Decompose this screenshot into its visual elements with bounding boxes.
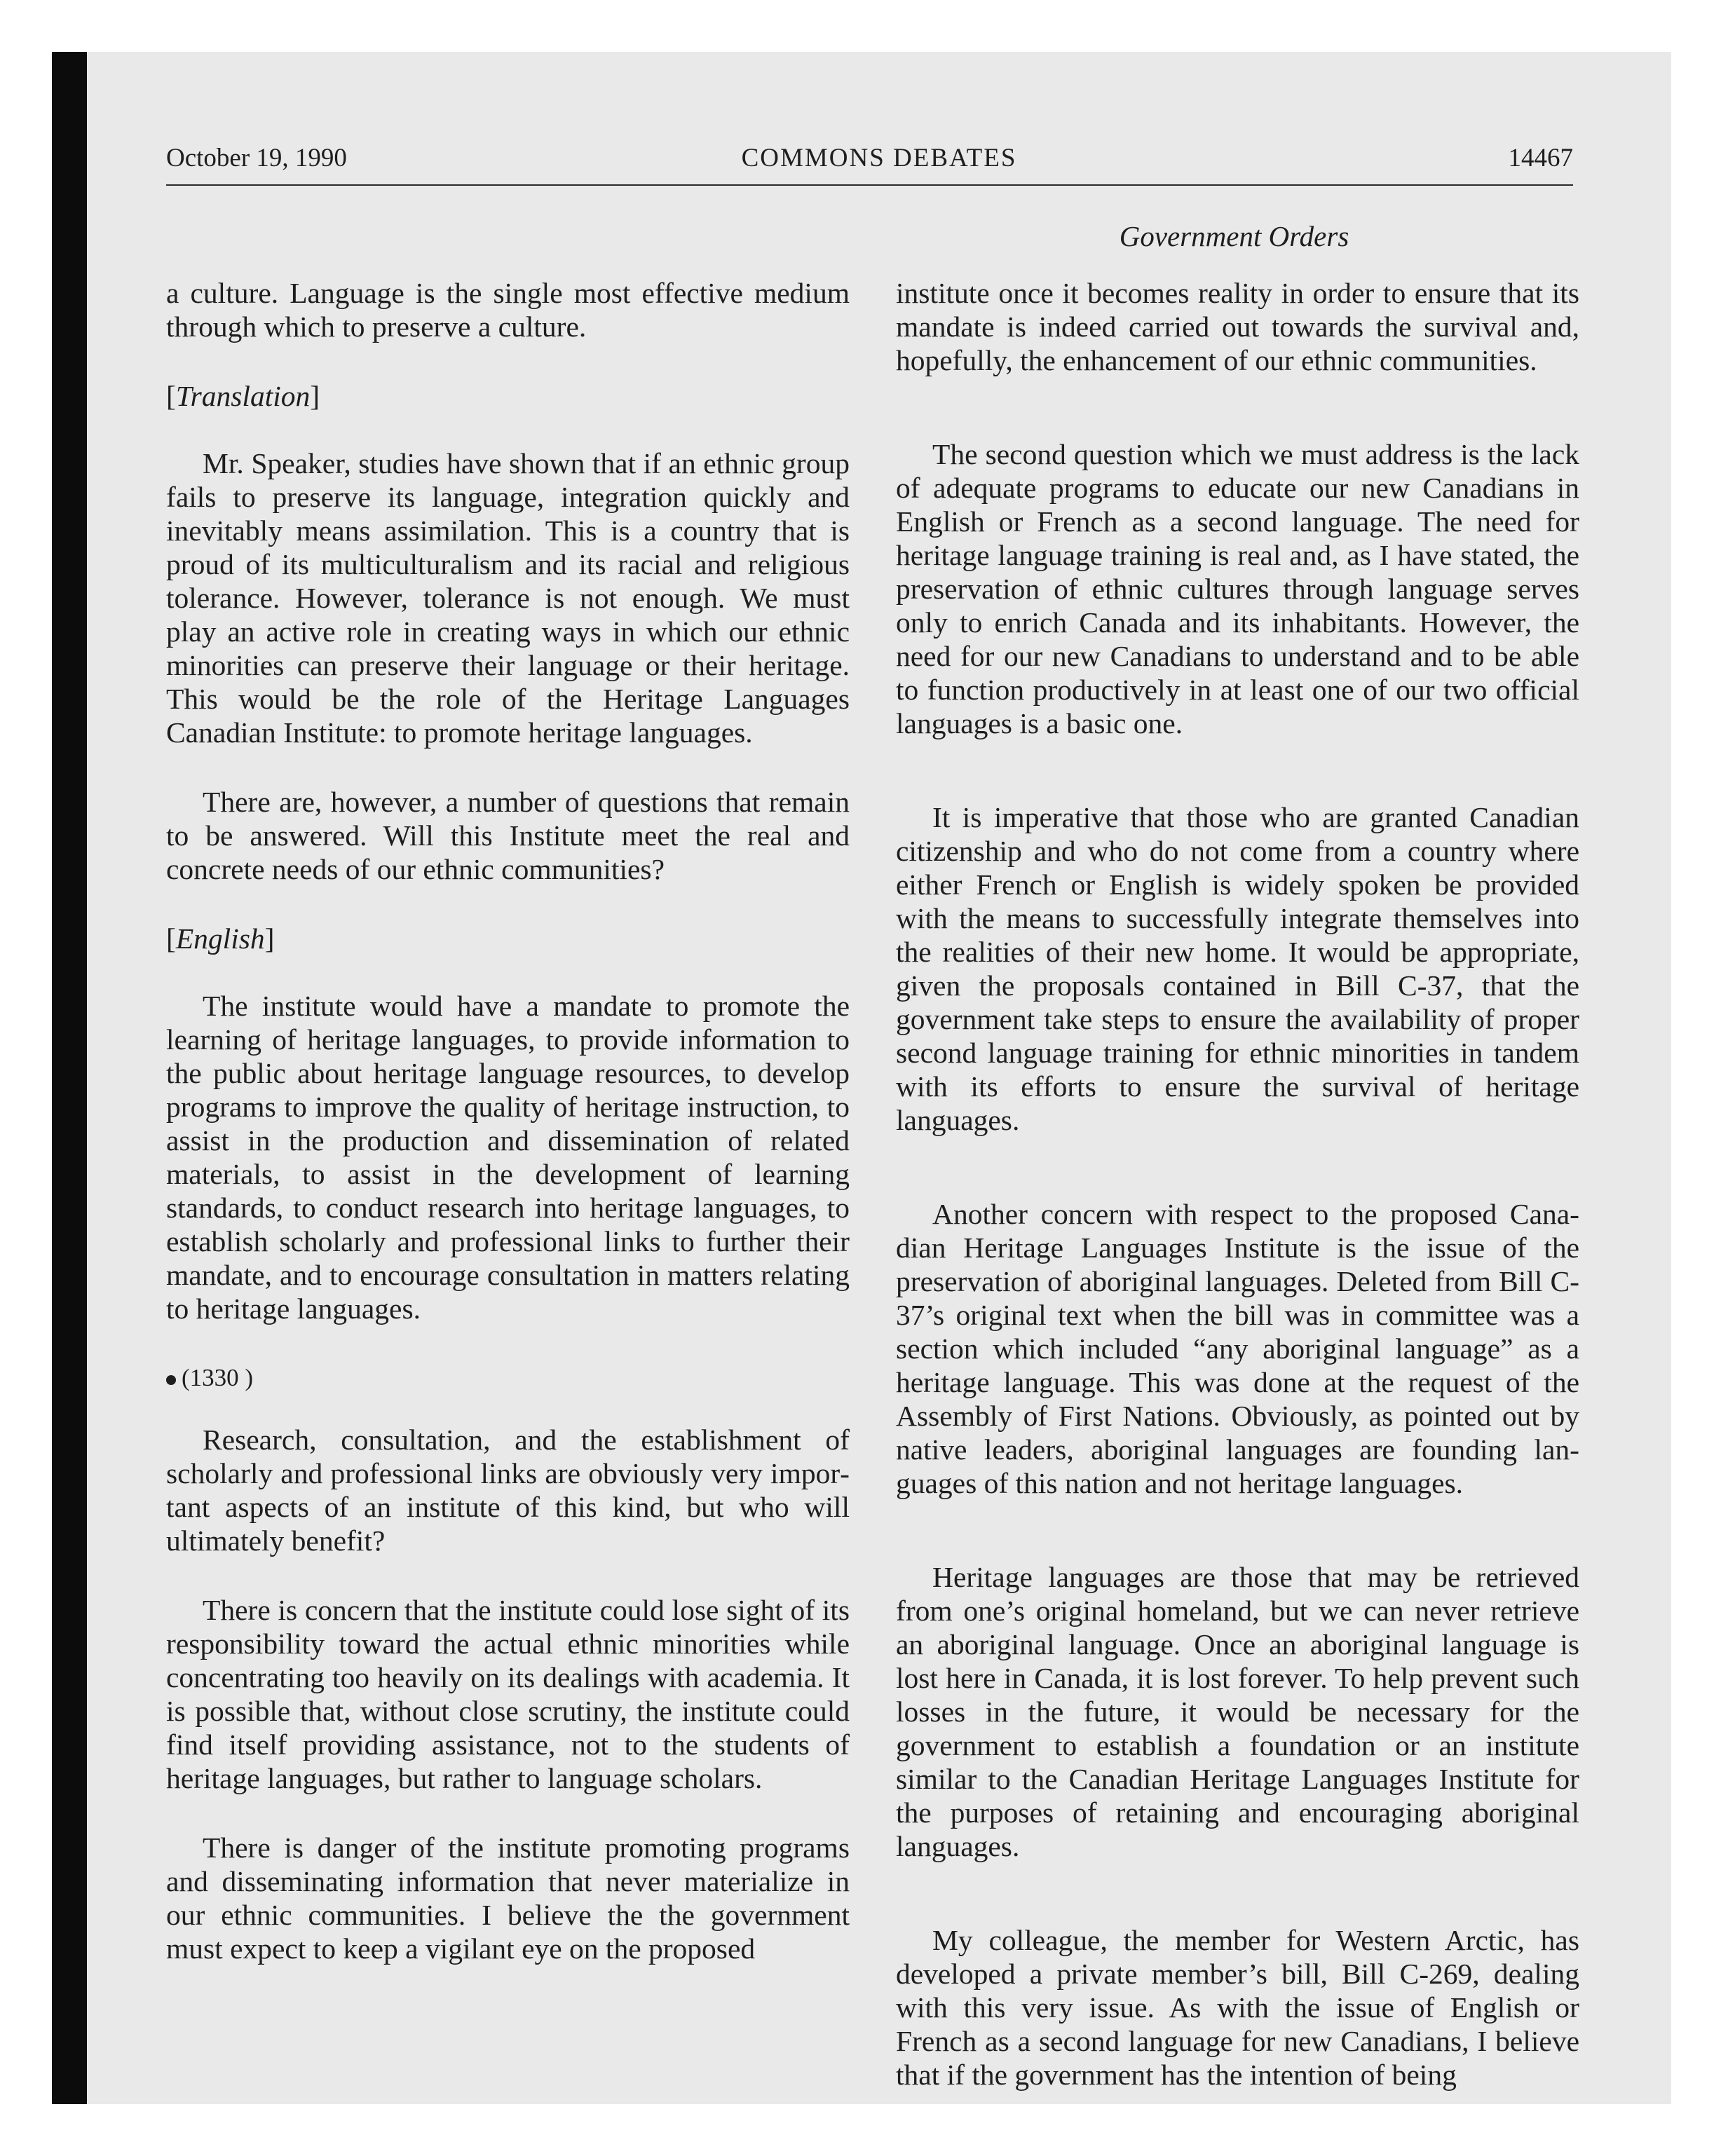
- paragraph: There is danger of the institute promoting programs and disseminating information that never materialize in our ethnic communities. I believe the the government must expect to keep a vigilant eye on the proposed: [166, 1831, 850, 1965]
- bullet-icon: [166, 1375, 176, 1385]
- paragraph: institute once it becomes reality in order to ensure that its mandate is indeed carried out towards the survival and, hopefully, the enhancement of our ethnic communities.: [896, 277, 1579, 376]
- paragraph: My colleague, the member for Western Arctic, has developed a private member’s bill, Bill C-269, dealing with this very issue. As with the issue of English or French as a second language for new Canadians, I believe that if the government has the intention of being: [896, 1924, 1579, 2091]
- scan-edge-shadow: [52, 52, 87, 2104]
- header-rule: [166, 184, 1573, 186]
- section-label: Government Orders: [1119, 220, 1349, 252]
- paragraph: The second question which we must address is the lack of adequate programs to educate our new Canadians in English or French as a second language. The need for heritage language training is real and, as I have stated, the preservation of ethnic cultures through language serves only to enrich Canada and its inhabitants. However, the need for our new Canadians to understand and to be able to function productively in at least one of our two official languages is a basic one.: [896, 438, 1579, 739]
- paragraph: There are, however, a number of questions that remain to be answered. Will this Institute meet the real and concrete needs of our ethnic communities?: [166, 786, 850, 885]
- timestamp: (1330 ): [182, 1364, 254, 1391]
- paragraph: a culture. Language is the single most effective medium through which to preserve a culture.: [166, 277, 850, 343]
- paragraph: Mr. Speaker, studies have shown that if an ethnic group fails to preserve its language, integration quickly and inevitably means assimilation. This is a country that is proud of its multiculturalism and its racial and religious tolerance. However, tolerance is not enough. We must play an active role in creating ways in which our ethnic minorities can preserve their language or their heritage. This would be the role of the Heritage Languages Canadian Institute: to promote heritage languages.: [166, 447, 850, 749]
- time-marker: [166, 1361, 850, 1395]
- paragraph: Research, consultation, and the establishment of scholarly and professional links are obviously very important aspects of an institute of this kind, but who will ultimately benefit?: [166, 1424, 850, 1557]
- translation-tag: [Translation]: [166, 380, 320, 412]
- right-column: [896, 276, 1579, 2127]
- header-page-number: 14467: [1508, 144, 1573, 172]
- left-column: [166, 276, 850, 2001]
- translation-tag-text: Translation: [175, 380, 311, 412]
- paragraph: There is concern that the institute could lose sight of its responsibility toward the actual ethnic minorities while concentrating too heavily on its dealings with academia. It is possible that, without close scrutiny, the institute could find itself providing assistance, not to the students of heritage languages, but rather to language scholars.: [166, 1594, 850, 1794]
- english-tag-text: English: [175, 922, 265, 955]
- english-tag: [English]: [166, 922, 275, 955]
- document-page: [87, 52, 1671, 2104]
- header-title: COMMONS DEBATES: [741, 144, 1017, 172]
- paragraph: It is imperative that those who are granted Canadian citizenship and who do not come from a country where either French or English is widely spoken be provided with the means to successfully integrate themselves into the realities of their new home. It would be appropriate, given the proposals contained in Bill C-37, that the government take steps to ensure the availability of proper second language training for ethnic minorities in tandem with its efforts to ensure the survival of heritage languages.: [896, 801, 1579, 1136]
- header-date: October 19, 1990: [166, 144, 347, 172]
- paragraph: Another concern with respect to the proposed Canadian Heritage Languages Institute is the issue of the preservation of aboriginal languages. Deleted from Bill C-37’s original text when the bill was in committee was a section which included “any aboriginal language” as a heritage language. This was done at the request of the Assembly of First Nations. Obviously, as pointed out by native leaders, aboriginal languages are founding languages of this nation and not heritage languages.: [896, 1198, 1579, 1499]
- paragraph: Heritage languages are those that may be retrieved from one’s original homeland, but we can never retrieve an aboriginal language. Once an aboriginal language is lost here in Canada, it is lost forever. To help prevent such losses in the future, it would be necessary for the government to establish a foundation or an institute similar to the Canadian Heritage Languages Institute for the purposes of retaining and encouraging aboriginal languages.: [896, 1561, 1579, 1862]
- paragraph: The institute would have a mandate to promote the learning of heritage languages, to provide information to the public about heritage language resources, to develop programs to improve the quality of heritage instruction, to assist in the production and dissemination of related materials, to assist in the development of learning standards, to conduct research into heritage languages, to establish scholarly and professional links to further their mandate, and to encourage consultation in matters relating to heritage languages.: [166, 990, 850, 1325]
